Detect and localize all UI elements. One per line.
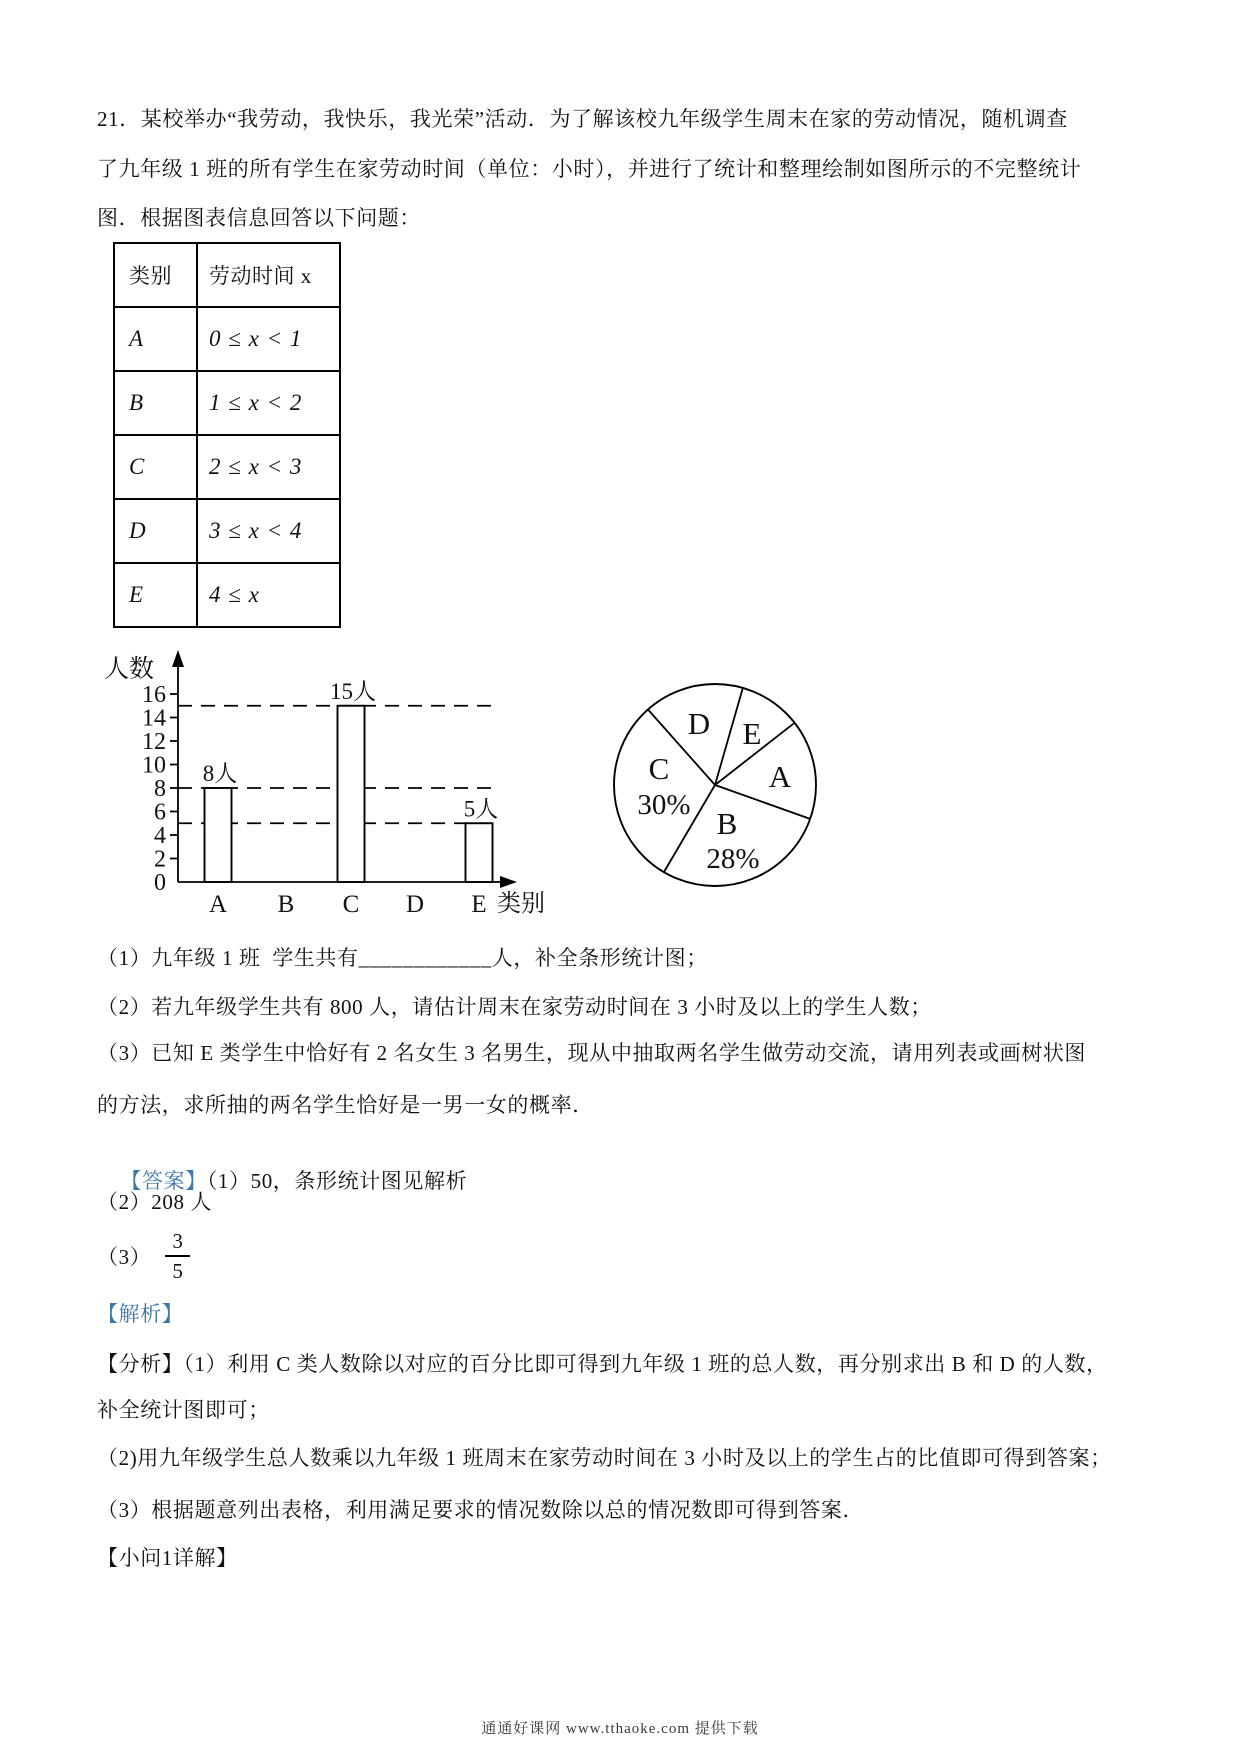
svg-text:14: 14 [142, 705, 166, 732]
table-row [114, 307, 340, 371]
analysis-line: （3）根据题意列出表格，利用满足要求的情况数除以总的情况数即可得到答案． [97, 1498, 865, 1522]
answer-part1: （1）50，条形统计图见解析 [206, 1169, 468, 1193]
bar-chart-svg [95, 645, 555, 930]
svg-text:E: E [471, 891, 487, 918]
table-cell-range: 1 ≤ x < 2 [197, 371, 340, 435]
table-cell-category: E [114, 563, 197, 627]
answer-part3 [97, 1228, 190, 1284]
svg-text:8人: 8人 [202, 761, 238, 786]
svg-text:D: D [405, 891, 425, 918]
fraction-denominator: 5 [172, 1259, 184, 1283]
svg-text:A: A [208, 891, 228, 918]
table-row [114, 499, 340, 563]
table-header-cell: 类别 [114, 243, 197, 307]
svg-text:30%: 30% [637, 789, 691, 821]
table-row [114, 435, 340, 499]
svg-text:8: 8 [154, 776, 166, 802]
answer-part3-label: （3） [97, 1245, 152, 1269]
table-row [114, 371, 340, 435]
category-table [113, 242, 341, 628]
answer-part2: （2）208 人 [97, 1190, 213, 1214]
svg-text:15人: 15人 [330, 678, 376, 704]
answer-tag: 【答案】 [120, 1169, 207, 1193]
analysis-line: 【分析】（1）利用 C 类人数除以对应的百分比即可得到九年级 1 班的总人数，再分别求出 B 和 D 的人数， [97, 1352, 1108, 1376]
svg-text:B: B [277, 891, 295, 918]
analysis-line: 补全统计图即可； [97, 1398, 270, 1422]
question-3-continued: 的方法，求所抽的两名学生恰好是一男一女的概率． [97, 1093, 594, 1117]
analysis-tag: 【解析】 [97, 1302, 184, 1326]
svg-text:C: C [342, 891, 360, 918]
svg-text:2: 2 [154, 846, 166, 873]
svg-text:A: A [768, 759, 792, 794]
svg-text:人数: 人数 [104, 656, 155, 683]
problem-text-line: 了九年级 1 班的所有学生在家劳动时间（单位：小时），并进行了统计和整理绘制如图所示的不完整统计 [97, 157, 1082, 181]
detail-section-tag: 【小问1详解】 [97, 1546, 238, 1570]
table-row [114, 563, 340, 627]
table-cell-category: D [114, 499, 197, 563]
pie-chart-svg [595, 668, 840, 908]
problem-text-line: 图．根据图表信息回答以下问题： [97, 206, 421, 230]
svg-text:16: 16 [142, 682, 166, 708]
fraction-numerator: 3 [165, 1228, 190, 1257]
problem-text-line: 21．某校举办“我劳动，我快乐，我光荣”活动．为了解该校九年级学生周末在家的劳动情况，随机调查 [97, 107, 1068, 131]
table-header-cell: 劳动时间 x [197, 243, 340, 307]
question-1: （1）九年级 1 班 学生共有____________人，补全条形统计图； [97, 946, 708, 970]
svg-text:B: B [716, 806, 738, 841]
svg-text:0: 0 [154, 870, 166, 896]
fraction [165, 1228, 190, 1284]
table-cell-category: A [114, 307, 197, 371]
svg-text:12: 12 [142, 729, 166, 755]
table-cell-range: 4 ≤ x [197, 563, 340, 627]
svg-text:10: 10 [142, 752, 166, 779]
table-cell-range: 0 ≤ x < 1 [197, 307, 340, 371]
svg-text:E: E [742, 716, 762, 751]
site-footer: 通通好课网 www.tthaoke.com 提供下载 [481, 1721, 759, 1737]
table-cell-category: B [114, 371, 197, 435]
svg-text:6: 6 [154, 799, 166, 826]
table-cell-range: 3 ≤ x < 4 [197, 499, 340, 563]
svg-text:类别: 类别 [497, 891, 545, 917]
svg-text:28%: 28% [706, 843, 760, 875]
table-cell-category: C [114, 435, 197, 499]
question-3: （3）已知 E 类学生中恰好有 2 名女生 3 名男生，现从中抽取两名学生做劳动交流，请用列表或画树状图 [97, 1041, 1087, 1065]
question-2: （2）若九年级学生共有 800 人，请估计周末在家劳动时间在 3 小时及以上的学生人数； [97, 995, 932, 1019]
table-header-row [114, 243, 340, 307]
svg-text:5人: 5人 [463, 796, 499, 822]
svg-text:4: 4 [154, 823, 166, 849]
svg-text:C: C [648, 751, 670, 786]
svg-text:D: D [687, 706, 711, 741]
table-cell-range: 2 ≤ x < 3 [197, 435, 340, 499]
analysis-line: （2)用九年级学生总人数乘以九年级 1 班周末在家劳动时间在 3 小时及以上的学生占的比值即可得到答案； [97, 1446, 1112, 1470]
